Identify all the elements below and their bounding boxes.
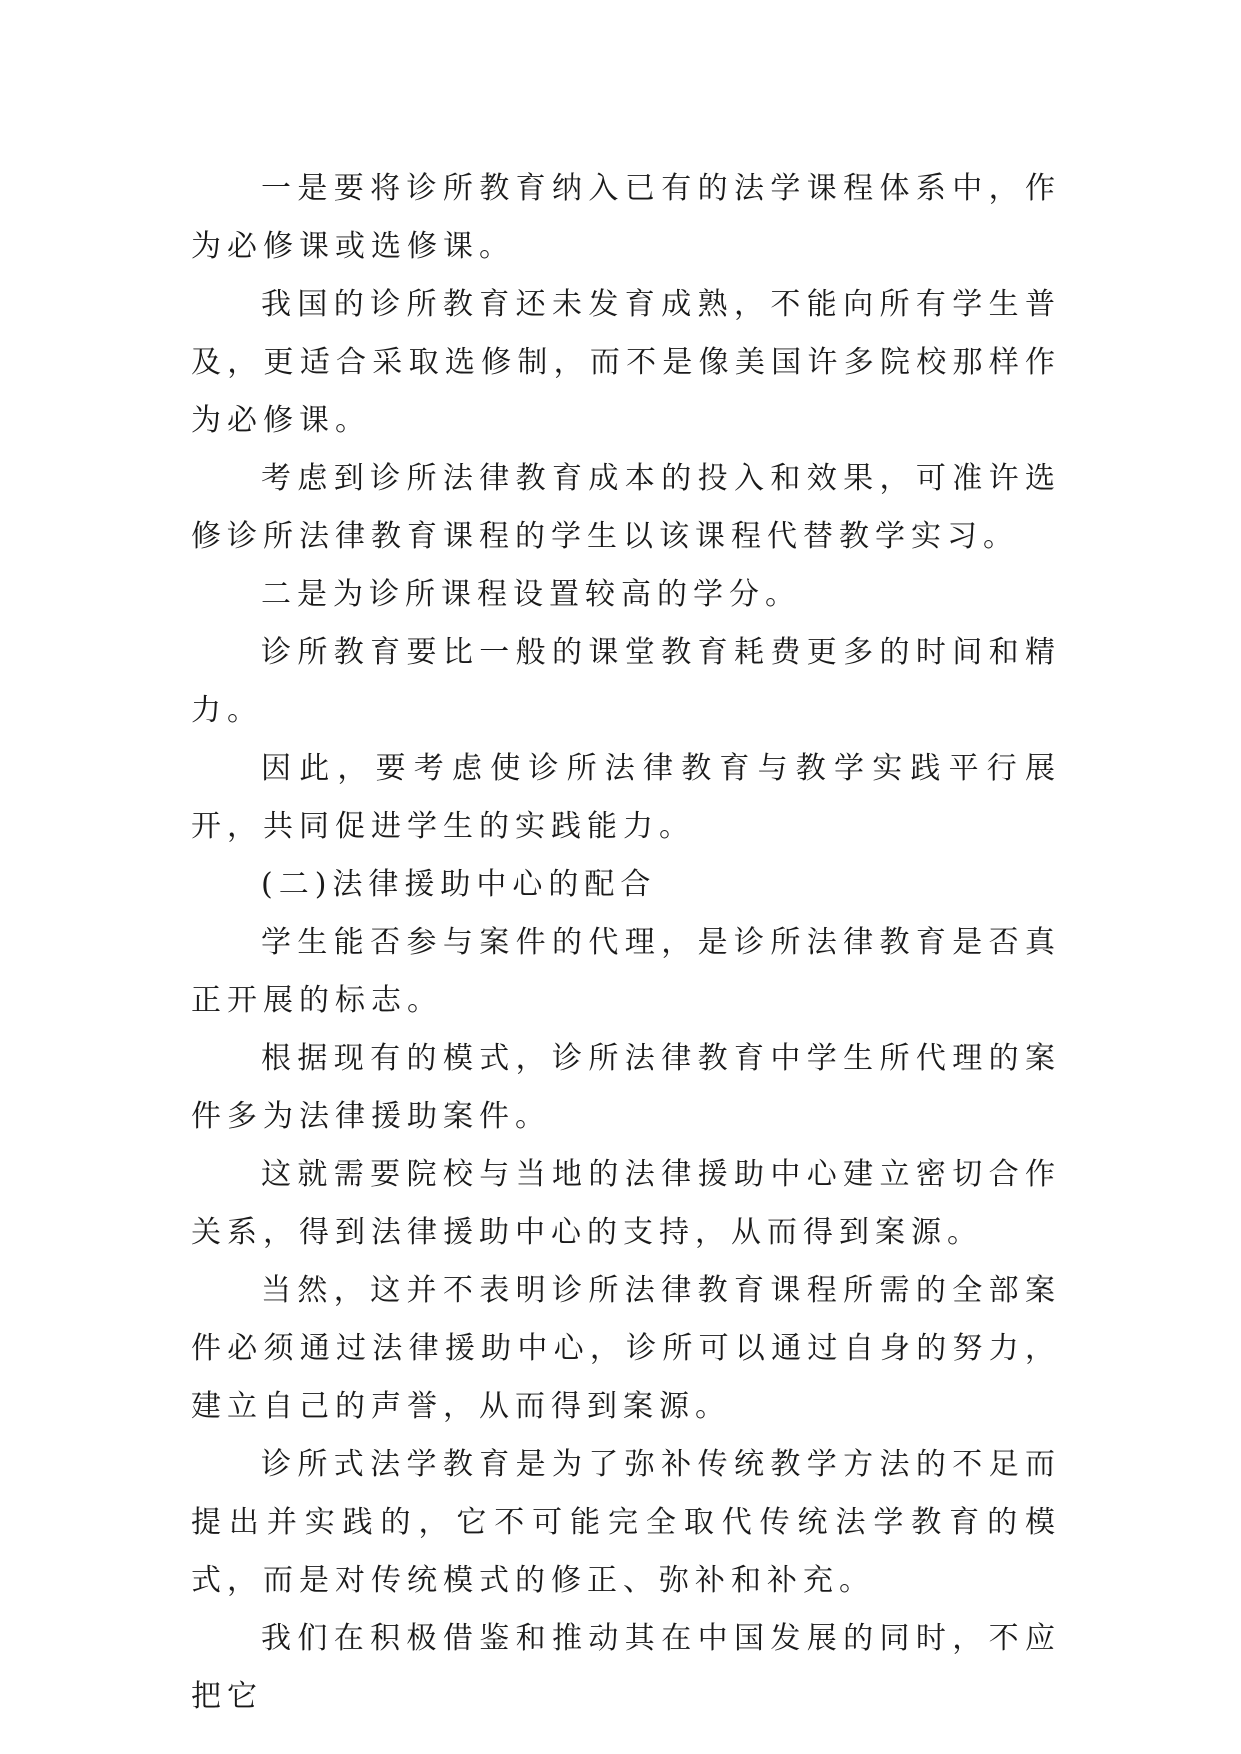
paragraph: 诊所式法学教育是为了弥补传统教学方法的不足而提出并实践的，它不可能完全取代传统法学教育的模式，而是对传统模式的修正、弥补和补充。	[191, 1447, 1061, 1598]
paragraph: 学生能否参与案件的代理，是诊所法律教育是否真正开展的标志。	[191, 925, 1061, 1018]
paragraph: 因此，要考虑使诊所法律教育与教学实践平行展开，共同促进学生的实践能力。	[191, 751, 1061, 844]
paragraph: 一是要将诊所教育纳入已有的法学课程体系中，作为必修课或选修课。	[191, 171, 1061, 264]
paragraph: 我们在积极借鉴和推动其在中国发展的同时，不应把它	[191, 1621, 1061, 1714]
paragraph: 根据现有的模式，诊所法律教育中学生所代理的案件多为法律援助案件。	[191, 1041, 1061, 1134]
paragraph: 诊所教育要比一般的课堂教育耗费更多的时间和精力。	[191, 635, 1061, 728]
section-heading: (二)法律援助中心的配合	[261, 867, 657, 902]
paragraph: 这就需要院校与当地的法律援助中心建立密切合作关系，得到法律援助中心的支持，从而得到案源。	[191, 1157, 1061, 1250]
paragraph: 考虑到诊所法律教育成本的投入和效果，可准许选修诊所法律教育课程的学生以该课程代替教学实习。	[191, 461, 1061, 554]
body-text	[191, 160, 1061, 1726]
paragraph: 我国的诊所教育还未发育成熟，不能向所有学生普及，更适合采取选修制，而不是像美国许多院校那样作为必修课。	[191, 287, 1061, 438]
paragraph: 当然，这并不表明诊所法律教育课程所需的全部案件必须通过法律援助中心，诊所可以通过自身的努力，建立自己的声誉，从而得到案源。	[191, 1273, 1061, 1424]
paragraph: 二是为诊所课程设置较高的学分。	[261, 577, 801, 612]
